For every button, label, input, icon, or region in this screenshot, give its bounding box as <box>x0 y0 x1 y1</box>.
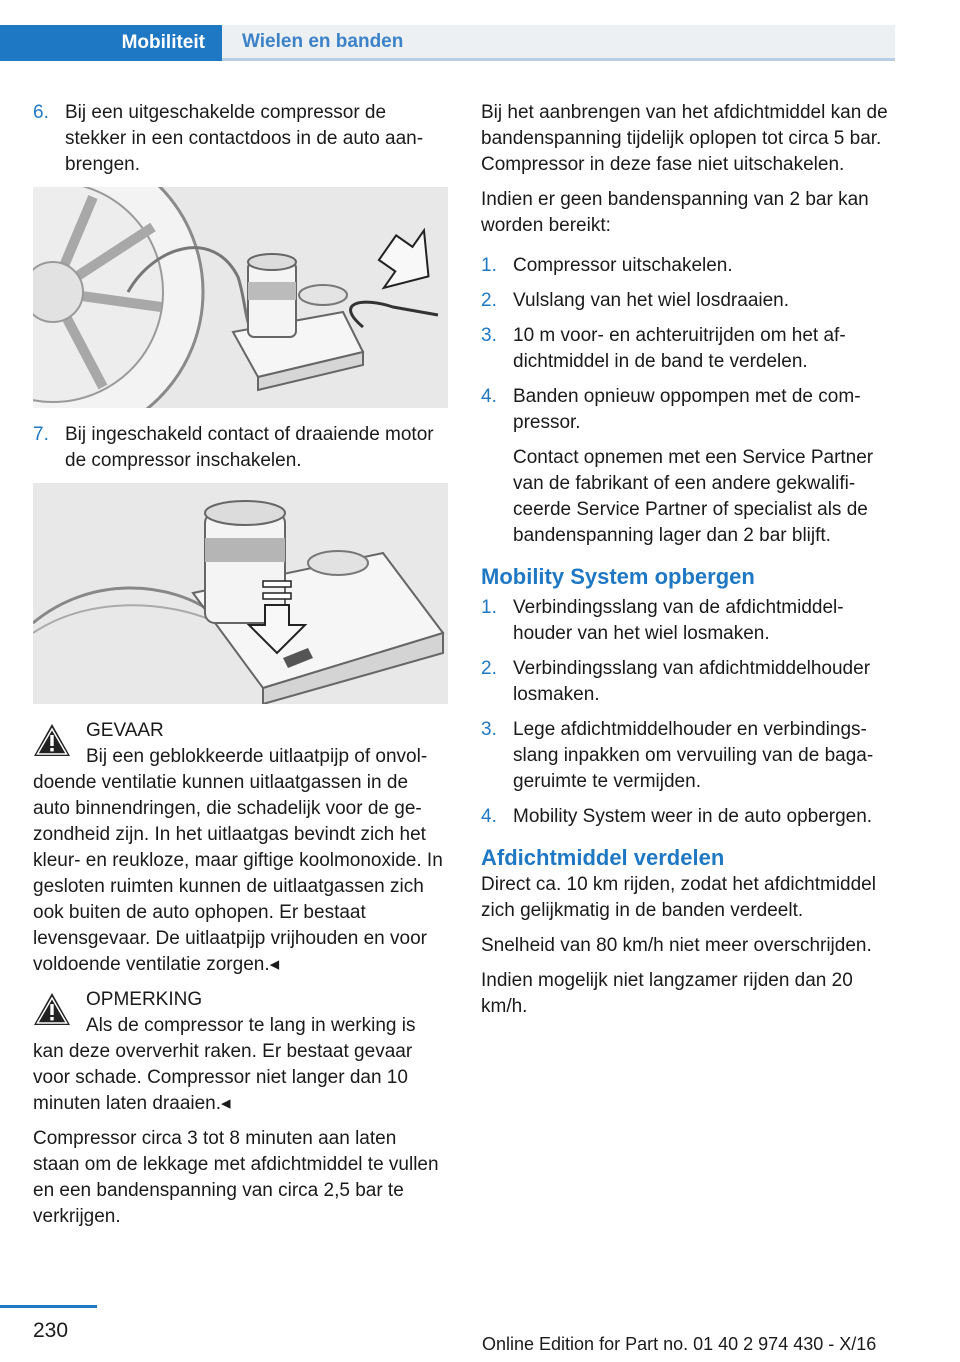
step-7 <box>33 422 448 474</box>
warning-triangle-icon <box>33 992 71 1026</box>
danger-warning <box>33 718 448 978</box>
step-text: Compressor uitschakelen. <box>513 255 733 276</box>
step-text: Verbindingsslang van de afdichtmiddelhouder van het wiel losmaken. <box>513 597 844 644</box>
pressure-paragraph: Bij het aanbrengen van het afdichtmiddel kan de bandenspanning tijdelijk oplopen tot circa 5 bar. Compressor in deze fase niet uitschakelen. <box>481 102 888 175</box>
warning-triangle-icon <box>33 723 71 757</box>
section-heading: Afdichtmiddel verdelen <box>481 845 725 870</box>
list-item <box>481 804 896 830</box>
step-number: 1. <box>481 255 497 276</box>
footer-divider <box>0 1305 97 1308</box>
step-text: 10 m voor- en achteruitrijden om het afdichtmiddel in de band te verdelen. <box>513 325 846 372</box>
note-title: OPMERKING <box>86 989 203 1010</box>
edition-info: Online Edition for Part no. 01 40 2 974 430 - X/16 <box>482 1334 877 1354</box>
step-text: Bij een uitgeschakelde compressor de stekker in een contactdoos in de auto aanbrengen. <box>65 102 424 175</box>
step-number: 7. <box>33 424 49 445</box>
max-speed-paragraph: Snelheid van 80 km/h niet meer overschrijden. <box>481 935 872 956</box>
warning-text: Bij een geblokkeerde uitlaatpijp of onvoldoende ventilatie kunnen uitlaatgassen in de auto binnendringen, die schadelijk voor de gezondheid zijn. In het uitlaatgas bevindt zich het kleur- en reukloze, maar giftige koolmonoxide. In gesloten ruimten kunnen de uitlaatgassen zich ook buiten de auto ophopen. Er bestaat levensgevaar. De uitlaatpijp vrijhouden en voor voldoende ventilatie zorgen.◂ <box>33 746 443 975</box>
step-number: 2. <box>481 290 497 311</box>
step-number: 2. <box>481 658 497 679</box>
section-tab-mobiliteit: Mobiliteit <box>0 25 222 61</box>
illustration-compressor-plug <box>33 187 448 408</box>
section-heading: Mobility System opbergen <box>481 564 755 589</box>
step-number: 6. <box>33 102 49 123</box>
left-column <box>33 100 448 1239</box>
step-text: Bij ingeschakeld contact of draaiende motor de compressor inschakelen. <box>65 424 434 471</box>
step-text: Lege afdichtmiddelhouder en verbindingsslang inpakken om vervuiling van de bagageruimte te vermijden. <box>513 719 874 792</box>
pressure-not-reached-paragraph: Indien er geen bandenspanning van 2 bar kan worden bereikt: <box>481 189 869 236</box>
compressor-duration-paragraph: Compressor circa 3 tot 8 minuten aan laten staan om de lekkage met afdichtmiddel te vullen en een bandenspanning van circa 2,5 bar te verkrijgen. <box>33 1128 439 1227</box>
step-list-2 <box>481 595 896 830</box>
list-item <box>481 717 896 795</box>
drive-distance-paragraph: Direct ca. 10 km rijden, zodat het afdichtmiddel zich gelijkmatig in de banden verdeelt. <box>481 874 876 921</box>
warning-title: GEVAAR <box>86 720 164 741</box>
step-number: 1. <box>481 597 497 618</box>
list-item <box>481 656 896 708</box>
step-text: Banden opnieuw oppompen met de compressor. <box>513 386 861 433</box>
right-column <box>481 100 896 1029</box>
step-number: 3. <box>481 719 497 740</box>
list-item <box>481 253 896 279</box>
section-tab-wielen-en-banden: Wielen en banden <box>222 25 895 58</box>
note-text: Als de compressor te lang in werking is kan deze oververhit raken. Er bestaat gevaar voor schade. Compressor niet langer dan 10 minuten laten draaien.◂ <box>33 1015 416 1114</box>
list-item <box>481 323 896 375</box>
list-item <box>481 595 896 647</box>
step-6 <box>33 100 448 178</box>
header-divider <box>222 58 895 61</box>
step-number: 4. <box>481 386 497 407</box>
illustration-compressor-switch <box>33 483 448 704</box>
note-warning <box>33 987 448 1117</box>
page-number: 230 <box>33 1319 69 1342</box>
step-number: 4. <box>481 806 497 827</box>
page-header <box>0 25 895 61</box>
step-text: Verbindingsslang van afdichtmiddelhouder losmaken. <box>513 658 871 705</box>
step-number: 3. <box>481 325 497 346</box>
list-item <box>481 384 896 436</box>
step-text: Mobility System weer in de auto opbergen. <box>513 806 873 827</box>
list-item <box>481 288 896 314</box>
service-partner-paragraph: Contact opnemen met een Service Partner van de fabrikant of een andere gekwalificeerde Service Partner of specialist als de bandenspanning lager dan 2 bar blijft. <box>513 447 874 546</box>
step-text: Vulslang van het wiel losdraaien. <box>513 290 790 311</box>
min-speed-paragraph: Indien mogelijk niet langzamer rijden dan 20 km/h. <box>481 970 853 1017</box>
step-list-1 <box>481 253 896 549</box>
